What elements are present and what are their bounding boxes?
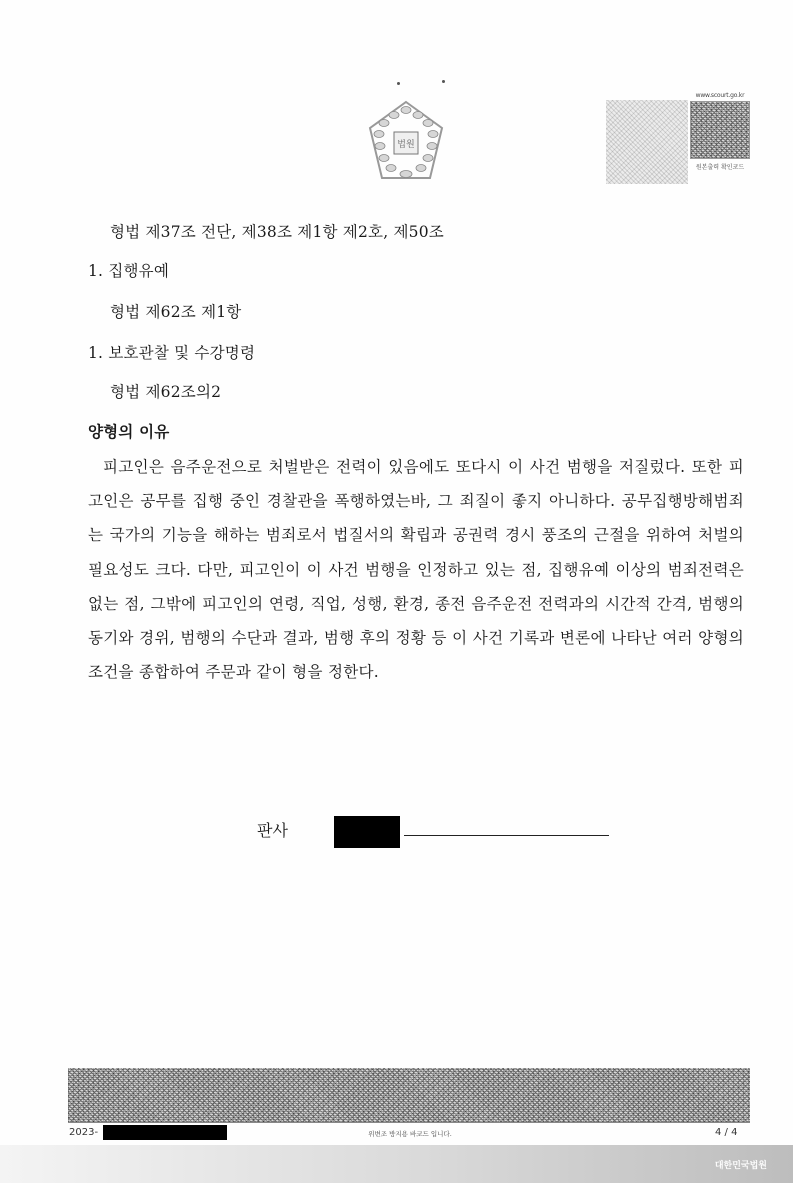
redacted-case-number: [103, 1125, 227, 1140]
court-banner: [0, 1145, 793, 1183]
top-mark-left: [397, 82, 400, 85]
qr-code-icon: [690, 101, 750, 159]
court-name: 대한민국법원: [714, 1161, 767, 1171]
verification-qr: [688, 92, 752, 172]
barcode-note: 위변조 방지용 바코드 입니다.: [368, 1130, 452, 1138]
court-seal-icon: [366, 98, 446, 190]
top-mark-right: [442, 80, 445, 83]
redacted-judge-name: [334, 816, 400, 848]
section-heading-reasons: 양형의 이유: [88, 423, 170, 441]
seal-text: 법원: [397, 140, 415, 150]
law-reference-line: 형법 제37조 전단, 제38조 제1항 제2호, 제50조: [110, 223, 444, 241]
probation-law: 형법 제62조 제1항: [110, 303, 242, 321]
qr-caption: 원본출력 확인코드: [695, 164, 745, 171]
item-probation: 1. 집행유예: [88, 262, 170, 280]
case-number-prefix: 2023-: [69, 1127, 99, 1138]
page-number: 4 / 4: [715, 1127, 738, 1138]
item-supervision: 1. 보호관찰 및 수강명령: [88, 344, 256, 362]
judge-label: 판사: [257, 821, 288, 840]
qr-pattern-left: [606, 100, 688, 184]
case-number: [69, 1127, 98, 1138]
signature-line: [404, 835, 609, 836]
sentencing-reasons-paragraph: 피고인은 음주운전으로 처벌받은 전력이 있음에도 또다시 이 사건 범행을 저질렀다. 또한 피고인은 공무를 집행 중인 경찰관을 폭행하였는바, 그 죄질이 좋지 아니하다. 공무집행방해범죄는 국가의 기능을 해하는 범죄로서 법질서의 확립과 공권력 경시 풍조의 근절을 위하여 처벌의 필요성도 크다. 다만, 피고인이 이 사건 범행을 인정하고 있는 점, 집행유예 이상의 범죄전력은 없는 점, 그밖에 피고인의 연령, 직업, 성행, 환경, 종전 음주운전 전력과의 시간적 간격, 범행의 동기와 경위, 범행의 수단과 결과, 범행 후의 정황 등 이 사건 기록과 변론에 나타난 여러 양형의 조건을 종합하여 주문과 같이 형을 정한다.: [88, 458, 744, 682]
qr-url: www.scourt.go.kr: [695, 92, 745, 99]
footer-divider: [68, 1122, 750, 1123]
anti-forgery-barcode: [68, 1068, 750, 1122]
supervision-law: 형법 제62조의2: [110, 383, 222, 401]
